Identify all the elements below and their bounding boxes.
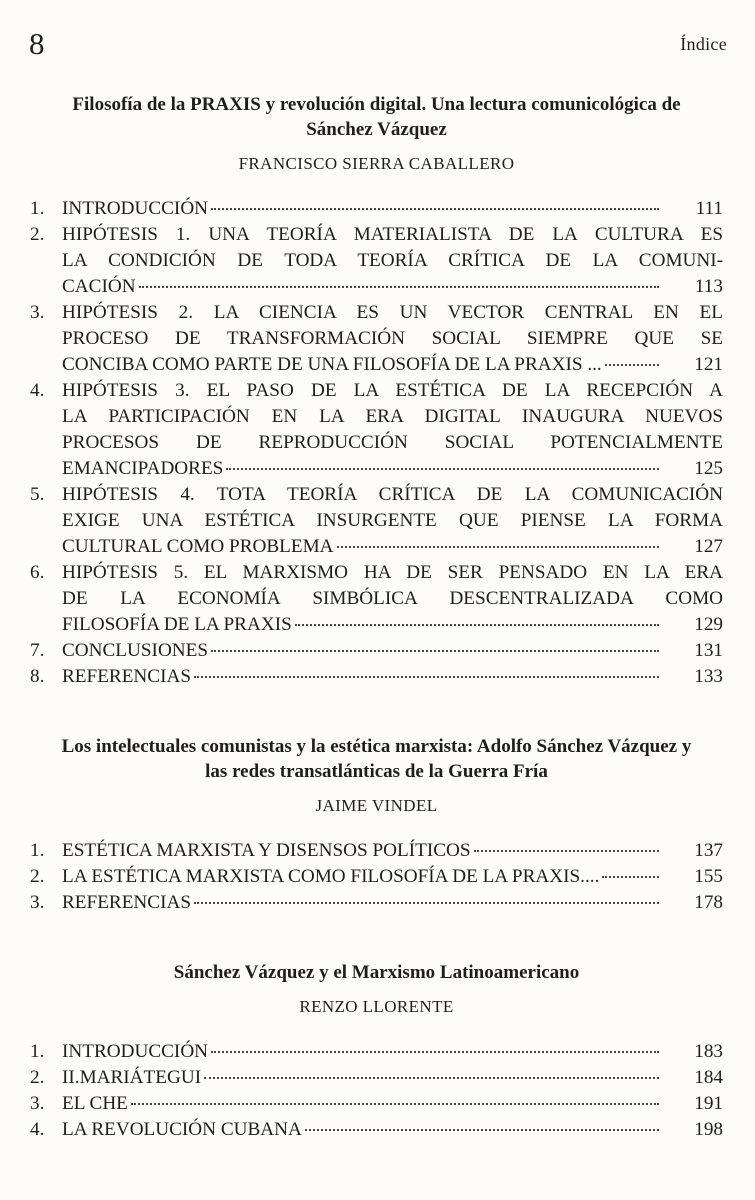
entry-title-line: CACIÓN [62,276,136,297]
entry-last-line [62,456,723,482]
entry-number: 3. [30,892,45,913]
section-title-line: Sánchez Vázquez y el Marxismo Latinoamericano [173,962,580,983]
entry-page-number: 191 [694,1093,723,1114]
entry-number: 2. [30,224,45,245]
toc-entry[interactable] [30,300,723,378]
entry-page-number: 121 [694,354,723,375]
entry-title-line: DE LA ECONOMÍA SIMBÓLICA DESCENTRALIZADA COMO [62,588,723,609]
entry-page-number: 184 [694,1067,723,1088]
entry-title [62,864,723,890]
dot-leader [131,1102,659,1105]
entry-title-line: REFERENCIAS [62,892,192,913]
entry-title [62,196,723,222]
entry-title [62,1065,723,1091]
entry-title-line: FILOSOFÍA DE LA PRAXIS [62,614,292,635]
entry-last-line [62,1091,723,1117]
entry-title [62,378,723,482]
toc-entry[interactable] [30,560,723,638]
entry-title-line: EXIGE UNA ESTÉTICA INSURGENTE QUE PIENSE LA FORMA [62,510,723,531]
dot-leader [226,467,659,470]
entry-last-line [62,664,723,690]
entry-number: 6. [30,562,45,583]
entry-page-number: 198 [694,1119,723,1140]
entry-title-line: ESTÉTICA MARXISTA Y DISENSOS POLÍTICOS [62,840,471,861]
entry-title-line: HIPÓTESIS 4. TOTA TEORÍA CRÍTICA DE LA COMUNICACIÓN [62,484,723,505]
entry-page-number: 137 [694,840,723,861]
entry-last-line [62,638,723,664]
dot-leader [211,1050,659,1053]
toc-section-llorente [30,960,723,1143]
toc-section-vindel [30,734,723,916]
entry-title-line: HIPÓTESIS 3. EL PASO DE LA ESTÉTICA DE LA RECEPCIÓN A [62,380,723,401]
entry-title-line: CONCIBA COMO PARTE DE UNA FILOSOFÍA DE LA PRAXIS ... [62,354,602,375]
entry-last-line [62,838,723,864]
entry-title [62,1039,723,1065]
entry-title-line: LA CONDICIÓN DE TODA TEORÍA CRÍTICA DE LA COMUNI- [62,250,723,271]
toc-entry[interactable] [30,890,723,916]
entry-title-line: HIPÓTESIS 2. LA CIENCIA ES UN VECTOR CENTRAL EN EL [62,302,723,323]
entry-title-line: LA ESTÉTICA MARXISTA COMO FILOSOFÍA DE LA PRAXIS.... [62,866,600,887]
toc-entry[interactable] [30,222,723,300]
entry-number: 1. [30,1041,45,1062]
entry-title [62,890,723,916]
author-name: RENZO LLORENTE [299,997,454,1016]
entry-number: 4. [30,380,45,401]
entry-last-line [62,534,723,560]
entry-title [62,638,723,664]
dot-leader [305,1128,659,1131]
toc-section-sierra [30,92,723,690]
entry-page-number: 129 [694,614,723,635]
section-title-line: Sánchez Vázquez [306,119,447,140]
entry-number: 2. [30,1067,45,1088]
entry-title [62,560,723,638]
entry-title-line: REFERENCIAS [62,666,192,687]
entry-title-line: CULTURAL COMO PROBLEMA [62,536,334,557]
dot-leader [605,363,659,366]
page-header [29,26,727,66]
entry-last-line [62,612,723,638]
dot-leader [337,545,660,548]
toc-entry[interactable] [30,838,723,864]
dot-leader [194,901,659,904]
dot-leader [204,1076,659,1079]
toc-entry[interactable] [30,1065,723,1091]
toc-entry[interactable] [30,638,723,664]
dot-leader [211,649,659,652]
entry-title-line: HIPÓTESIS 5. EL MARXISMO HA DE SER PENSADO EN LA ERA [62,562,723,583]
entry-page-number: 178 [694,892,723,913]
entry-page-number: 113 [694,276,723,297]
toc-entry[interactable] [30,1091,723,1117]
entry-title-line: EMANCIPADORES [62,458,224,479]
entry-page-number: 127 [694,536,723,557]
toc-entry[interactable] [30,196,723,222]
entry-title-line: LA REVOLUCIÓN CUBANA [62,1119,302,1140]
section-title [30,734,723,784]
entry-number: 3. [30,1093,45,1114]
entry-title [62,1117,723,1143]
dot-leader [211,207,659,210]
dot-leader [139,285,659,288]
toc-entry[interactable] [30,482,723,560]
entry-last-line [62,890,723,916]
entry-number: 3. [30,302,45,323]
toc-entry[interactable] [30,378,723,482]
entry-page-number: 111 [695,198,723,219]
entry-title [62,300,723,378]
entry-last-line [62,1065,723,1091]
section-title-line: Los intelectuales comunistas y la estética marxista: Adolfo Sánchez Vázquez y [61,736,692,757]
toc-entry[interactable] [30,664,723,690]
entry-last-line [62,1117,723,1143]
section-title-line: las redes transatlánticas de la Guerra Fría [205,761,548,782]
entry-title-line: INTRODUCCIÓN [62,198,209,219]
entry-page-number: 133 [694,666,723,687]
entry-page-number: 183 [694,1041,723,1062]
entry-number: 1. [30,840,45,861]
section-title-line: Filosofía de la PRAXIS y revolución digital. Una lectura comunicológica de [72,94,681,115]
entry-last-line [62,274,723,300]
section-title [30,960,723,985]
toc-entry[interactable] [30,1117,723,1143]
running-title: Índice [680,34,727,54]
section-title [30,92,723,142]
entry-title [62,222,723,300]
entry-title-line: HIPÓTESIS 1. UNA TEORÍA MATERIALISTA DE LA CULTURA ES [62,224,723,245]
entry-title-line: LA PARTICIPACIÓN EN LA ERA DIGITAL INAUGURA NUEVOS [62,406,723,427]
dot-leader [295,623,659,626]
toc-entry[interactable] [30,864,723,890]
dot-leader [194,675,659,678]
entry-number: 1. [30,198,45,219]
entry-page-number: 155 [694,866,723,887]
dot-leader [602,875,659,878]
entry-title [62,1091,723,1117]
entry-title-line: PROCESOS DE REPRODUCCIÓN SOCIAL POTENCIALMENTE [62,432,723,453]
entry-last-line [62,864,723,890]
entry-number: 5. [30,484,45,505]
entry-number: 4. [30,1119,45,1140]
entry-page-number: 125 [694,458,723,479]
entry-title [62,482,723,560]
entry-number: 2. [30,866,45,887]
entry-title [62,664,723,690]
page-number: 8 [29,26,45,61]
author-name: FRANCISCO SIERRA CABALLERO [238,154,515,173]
dot-leader [474,849,659,852]
entry-number: 8. [30,666,45,687]
entry-last-line [62,196,723,222]
entry-title-line: II.MARIÁTEGUI [62,1067,202,1088]
entry-last-line [62,352,723,378]
entry-title-line: INTRODUCCIÓN [62,1041,209,1062]
author-name: JAIME VINDEL [315,796,438,815]
toc-entry[interactable] [30,1039,723,1065]
entry-title-line: PROCESO DE TRANSFORMACIÓN SOCIAL SIEMPRE QUE SE [62,328,723,349]
entry-title-line: CONCLUSIONES [62,640,209,661]
entry-page-number: 131 [694,640,723,661]
entry-title [62,838,723,864]
entry-last-line [62,1039,723,1065]
entry-number: 7. [30,640,45,661]
entry-title-line: EL CHE [62,1093,128,1114]
